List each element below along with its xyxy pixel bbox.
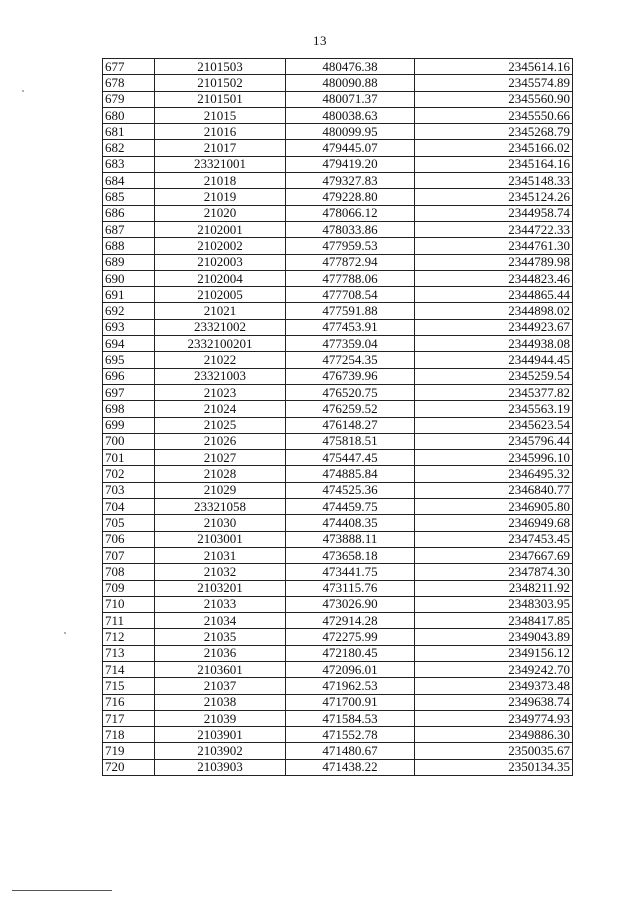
point-number-cell: 716 — [103, 694, 155, 710]
point-number-cell: 691 — [103, 287, 155, 303]
point-number-cell: 714 — [103, 661, 155, 677]
x-coordinate-cell: 479419.20 — [286, 156, 415, 172]
y-coordinate-cell: 2344944.45 — [415, 352, 573, 368]
y-coordinate-cell: 2348417.85 — [415, 613, 573, 629]
y-coordinate-cell: 2345148.33 — [415, 173, 573, 189]
point-code-cell: 2101503 — [155, 59, 286, 75]
x-coordinate-cell: 480099.95 — [286, 124, 415, 140]
table-row — [103, 450, 573, 466]
y-coordinate-cell: 2344823.46 — [415, 270, 573, 286]
table-row — [103, 433, 573, 449]
x-coordinate-cell: 471552.78 — [286, 727, 415, 743]
point-code-cell: 21038 — [155, 694, 286, 710]
y-coordinate-cell: 2350134.35 — [415, 759, 573, 775]
point-code-cell: 21024 — [155, 401, 286, 417]
x-coordinate-cell: 476739.96 — [286, 368, 415, 384]
coordinates-table-body — [103, 59, 573, 776]
y-coordinate-cell: 2349638.74 — [415, 694, 573, 710]
table-row — [103, 352, 573, 368]
point-number-cell: 684 — [103, 173, 155, 189]
point-number-cell: 685 — [103, 189, 155, 205]
point-number-cell: 677 — [103, 59, 155, 75]
x-coordinate-cell: 474885.84 — [286, 466, 415, 482]
x-coordinate-cell: 477959.53 — [286, 238, 415, 254]
table-row — [103, 254, 573, 270]
point-code-cell: 21031 — [155, 547, 286, 563]
point-number-cell: 680 — [103, 107, 155, 123]
table-row — [103, 303, 573, 319]
point-code-cell: 2102002 — [155, 238, 286, 254]
x-coordinate-cell: 476520.75 — [286, 384, 415, 400]
table-row — [103, 531, 573, 547]
x-coordinate-cell: 477591.88 — [286, 303, 415, 319]
x-coordinate-cell: 480071.37 — [286, 91, 415, 107]
x-coordinate-cell: 478033.86 — [286, 221, 415, 237]
point-number-cell: 719 — [103, 743, 155, 759]
table-row — [103, 238, 573, 254]
point-code-cell: 23321002 — [155, 319, 286, 335]
y-coordinate-cell: 2349886.30 — [415, 727, 573, 743]
x-coordinate-cell: 477872.94 — [286, 254, 415, 270]
x-coordinate-cell: 477359.04 — [286, 336, 415, 352]
point-code-cell: 2332100201 — [155, 336, 286, 352]
point-number-cell: 683 — [103, 156, 155, 172]
y-coordinate-cell: 2349043.89 — [415, 629, 573, 645]
x-coordinate-cell: 473026.90 — [286, 596, 415, 612]
point-number-cell: 701 — [103, 450, 155, 466]
x-coordinate-cell: 479228.80 — [286, 189, 415, 205]
scan-speck — [22, 90, 24, 92]
x-coordinate-cell: 472275.99 — [286, 629, 415, 645]
point-code-cell: 21018 — [155, 173, 286, 189]
table-row — [103, 564, 573, 580]
x-coordinate-cell: 480090.88 — [286, 75, 415, 91]
point-code-cell: 21022 — [155, 352, 286, 368]
point-number-cell: 705 — [103, 515, 155, 531]
table-row — [103, 107, 573, 123]
point-number-cell: 713 — [103, 645, 155, 661]
point-number-cell: 688 — [103, 238, 155, 254]
point-code-cell: 2103903 — [155, 759, 286, 775]
point-number-cell: 706 — [103, 531, 155, 547]
table-row — [103, 580, 573, 596]
table-row — [103, 140, 573, 156]
x-coordinate-cell: 472914.28 — [286, 613, 415, 629]
y-coordinate-cell: 2345166.02 — [415, 140, 573, 156]
point-code-cell: 2102003 — [155, 254, 286, 270]
point-number-cell: 681 — [103, 124, 155, 140]
x-coordinate-cell: 473658.18 — [286, 547, 415, 563]
table-row — [103, 417, 573, 433]
x-coordinate-cell: 475447.45 — [286, 450, 415, 466]
y-coordinate-cell: 2346949.68 — [415, 515, 573, 531]
y-coordinate-cell: 2350035.67 — [415, 743, 573, 759]
x-coordinate-cell: 471584.53 — [286, 710, 415, 726]
x-coordinate-cell: 471438.22 — [286, 759, 415, 775]
point-number-cell: 690 — [103, 270, 155, 286]
x-coordinate-cell: 479445.07 — [286, 140, 415, 156]
point-number-cell: 694 — [103, 336, 155, 352]
y-coordinate-cell: 2349373.48 — [415, 678, 573, 694]
point-code-cell: 21036 — [155, 645, 286, 661]
y-coordinate-cell: 2344958.74 — [415, 205, 573, 221]
point-code-cell: 21020 — [155, 205, 286, 221]
point-code-cell: 2102001 — [155, 221, 286, 237]
y-coordinate-cell: 2345574.89 — [415, 75, 573, 91]
point-code-cell: 2102005 — [155, 287, 286, 303]
y-coordinate-cell: 2344722.33 — [415, 221, 573, 237]
point-code-cell: 21015 — [155, 107, 286, 123]
point-code-cell: 21035 — [155, 629, 286, 645]
point-number-cell: 697 — [103, 384, 155, 400]
point-code-cell: 21028 — [155, 466, 286, 482]
x-coordinate-cell: 471962.53 — [286, 678, 415, 694]
x-coordinate-cell: 474408.35 — [286, 515, 415, 531]
x-coordinate-cell: 472096.01 — [286, 661, 415, 677]
x-coordinate-cell: 471700.91 — [286, 694, 415, 710]
y-coordinate-cell: 2348211.92 — [415, 580, 573, 596]
point-number-cell: 699 — [103, 417, 155, 433]
y-coordinate-cell: 2345268.79 — [415, 124, 573, 140]
y-coordinate-cell: 2349774.93 — [415, 710, 573, 726]
point-code-cell: 21039 — [155, 710, 286, 726]
x-coordinate-cell: 479327.83 — [286, 173, 415, 189]
point-code-cell: 2103902 — [155, 743, 286, 759]
x-coordinate-cell: 480476.38 — [286, 59, 415, 75]
point-number-cell: 700 — [103, 433, 155, 449]
table-row — [103, 645, 573, 661]
point-code-cell: 2103201 — [155, 580, 286, 596]
x-coordinate-cell: 473888.11 — [286, 531, 415, 547]
y-coordinate-cell: 2346905.80 — [415, 499, 573, 515]
point-code-cell: 21029 — [155, 482, 286, 498]
y-coordinate-cell: 2345377.82 — [415, 384, 573, 400]
point-number-cell: 708 — [103, 564, 155, 580]
table-row — [103, 124, 573, 140]
y-coordinate-cell: 2346495.32 — [415, 466, 573, 482]
point-number-cell: 702 — [103, 466, 155, 482]
point-number-cell: 709 — [103, 580, 155, 596]
table-row — [103, 678, 573, 694]
table-row — [103, 694, 573, 710]
point-number-cell: 678 — [103, 75, 155, 91]
point-code-cell: 21025 — [155, 417, 286, 433]
x-coordinate-cell: 477254.35 — [286, 352, 415, 368]
table-row — [103, 270, 573, 286]
table-row — [103, 482, 573, 498]
point-number-cell: 712 — [103, 629, 155, 645]
point-number-cell: 703 — [103, 482, 155, 498]
table-row — [103, 515, 573, 531]
y-coordinate-cell: 2344789.98 — [415, 254, 573, 270]
point-number-cell: 718 — [103, 727, 155, 743]
y-coordinate-cell: 2348303.95 — [415, 596, 573, 612]
point-number-cell: 687 — [103, 221, 155, 237]
table-row — [103, 173, 573, 189]
table-row — [103, 205, 573, 221]
x-coordinate-cell: 480038.63 — [286, 107, 415, 123]
x-coordinate-cell: 471480.67 — [286, 743, 415, 759]
point-code-cell: 23321001 — [155, 156, 286, 172]
point-code-cell: 21017 — [155, 140, 286, 156]
table-row — [103, 547, 573, 563]
table-row — [103, 59, 573, 75]
x-coordinate-cell: 474459.75 — [286, 499, 415, 515]
y-coordinate-cell: 2347667.69 — [415, 547, 573, 563]
point-code-cell: 21033 — [155, 596, 286, 612]
x-coordinate-cell: 473441.75 — [286, 564, 415, 580]
x-coordinate-cell: 472180.45 — [286, 645, 415, 661]
point-code-cell: 21037 — [155, 678, 286, 694]
point-number-cell: 707 — [103, 547, 155, 563]
point-code-cell: 23321058 — [155, 499, 286, 515]
x-coordinate-cell: 477708.54 — [286, 287, 415, 303]
point-code-cell: 21030 — [155, 515, 286, 531]
point-code-cell: 21021 — [155, 303, 286, 319]
y-coordinate-cell: 2344938.08 — [415, 336, 573, 352]
y-coordinate-cell: 2344761.30 — [415, 238, 573, 254]
table-row — [103, 221, 573, 237]
table-row — [103, 156, 573, 172]
y-coordinate-cell: 2349156.12 — [415, 645, 573, 661]
x-coordinate-cell: 476148.27 — [286, 417, 415, 433]
y-coordinate-cell: 2346840.77 — [415, 482, 573, 498]
x-coordinate-cell: 475818.51 — [286, 433, 415, 449]
table-row — [103, 613, 573, 629]
y-coordinate-cell: 2349242.70 — [415, 661, 573, 677]
y-coordinate-cell: 2347453.45 — [415, 531, 573, 547]
table-row — [103, 75, 573, 91]
table-row — [103, 596, 573, 612]
point-number-cell: 686 — [103, 205, 155, 221]
x-coordinate-cell: 474525.36 — [286, 482, 415, 498]
point-number-cell: 717 — [103, 710, 155, 726]
point-code-cell: 2102004 — [155, 270, 286, 286]
point-code-cell: 21034 — [155, 613, 286, 629]
table-row — [103, 401, 573, 417]
point-code-cell: 2103901 — [155, 727, 286, 743]
table-row — [103, 189, 573, 205]
point-code-cell: 2103001 — [155, 531, 286, 547]
point-code-cell: 21026 — [155, 433, 286, 449]
page-number: 13 — [313, 33, 327, 48]
point-number-cell: 689 — [103, 254, 155, 270]
point-code-cell: 21016 — [155, 124, 286, 140]
table-row — [103, 466, 573, 482]
x-coordinate-cell: 476259.52 — [286, 401, 415, 417]
table-row — [103, 368, 573, 384]
y-coordinate-cell: 2345550.66 — [415, 107, 573, 123]
x-coordinate-cell: 477453.91 — [286, 319, 415, 335]
footer-rule — [12, 890, 112, 891]
point-number-cell: 692 — [103, 303, 155, 319]
y-coordinate-cell: 2345623.54 — [415, 417, 573, 433]
x-coordinate-cell: 473115.76 — [286, 580, 415, 596]
y-coordinate-cell: 2345563.19 — [415, 401, 573, 417]
table-row — [103, 743, 573, 759]
point-code-cell: 2103601 — [155, 661, 286, 677]
point-number-cell: 711 — [103, 613, 155, 629]
point-code-cell: 21023 — [155, 384, 286, 400]
point-code-cell: 23321003 — [155, 368, 286, 384]
table-row — [103, 727, 573, 743]
y-coordinate-cell: 2344898.02 — [415, 303, 573, 319]
table-row — [103, 287, 573, 303]
point-number-cell: 698 — [103, 401, 155, 417]
table-row — [103, 384, 573, 400]
point-code-cell: 2101501 — [155, 91, 286, 107]
table-row — [103, 661, 573, 677]
point-number-cell: 682 — [103, 140, 155, 156]
table-row — [103, 499, 573, 515]
coordinates-table — [102, 58, 573, 776]
point-number-cell: 720 — [103, 759, 155, 775]
point-number-cell: 715 — [103, 678, 155, 694]
point-number-cell: 710 — [103, 596, 155, 612]
table-row — [103, 91, 573, 107]
point-code-cell: 21032 — [155, 564, 286, 580]
x-coordinate-cell: 477788.06 — [286, 270, 415, 286]
table-row — [103, 319, 573, 335]
point-code-cell: 2101502 — [155, 75, 286, 91]
point-number-cell: 704 — [103, 499, 155, 515]
point-number-cell: 693 — [103, 319, 155, 335]
y-coordinate-cell: 2345614.16 — [415, 59, 573, 75]
y-coordinate-cell: 2345124.26 — [415, 189, 573, 205]
point-number-cell: 695 — [103, 352, 155, 368]
table-row — [103, 336, 573, 352]
point-code-cell: 21019 — [155, 189, 286, 205]
y-coordinate-cell: 2344923.67 — [415, 319, 573, 335]
x-coordinate-cell: 478066.12 — [286, 205, 415, 221]
y-coordinate-cell: 2345164.16 — [415, 156, 573, 172]
y-coordinate-cell: 2345560.90 — [415, 91, 573, 107]
y-coordinate-cell: 2347874.30 — [415, 564, 573, 580]
point-number-cell: 679 — [103, 91, 155, 107]
table-row — [103, 629, 573, 645]
scan-speck — [64, 632, 66, 634]
point-code-cell: 21027 — [155, 450, 286, 466]
y-coordinate-cell: 2344865.44 — [415, 287, 573, 303]
y-coordinate-cell: 2345796.44 — [415, 433, 573, 449]
y-coordinate-cell: 2345996.10 — [415, 450, 573, 466]
point-number-cell: 696 — [103, 368, 155, 384]
table-row — [103, 759, 573, 775]
y-coordinate-cell: 2345259.54 — [415, 368, 573, 384]
table-row — [103, 710, 573, 726]
